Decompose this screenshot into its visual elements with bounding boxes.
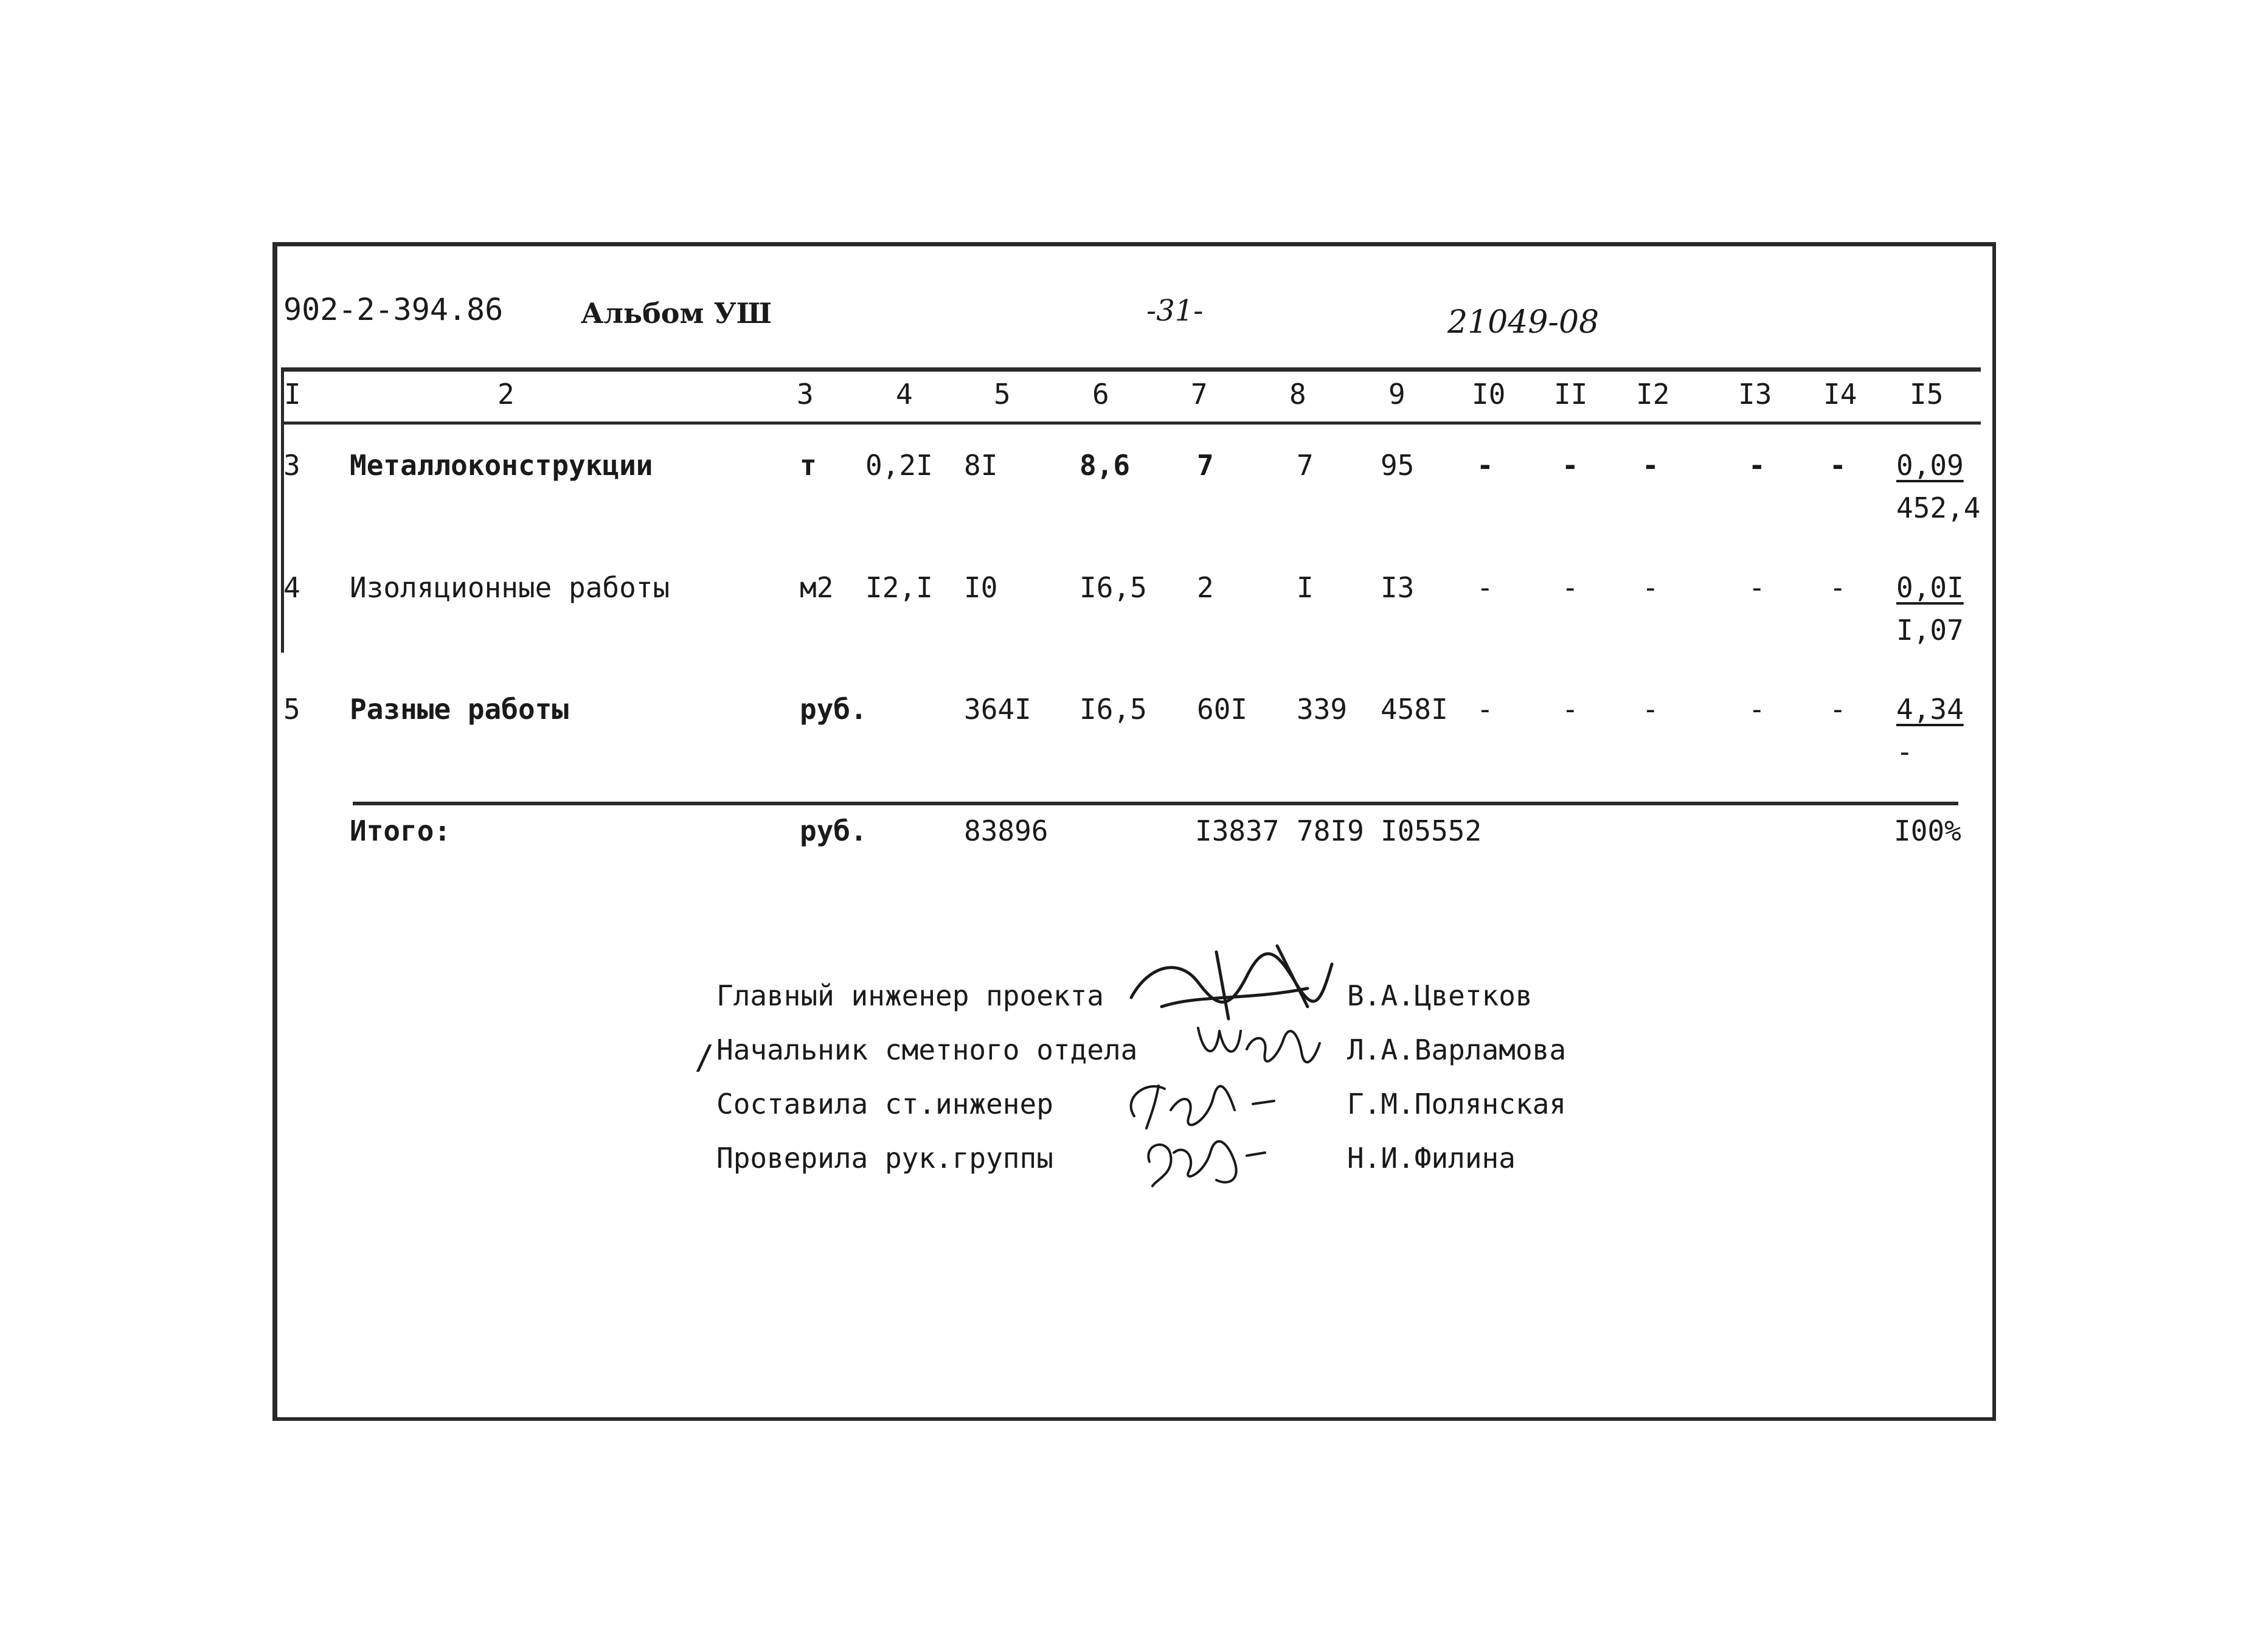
- column-header-8: 8: [1289, 378, 1306, 411]
- row-name: Разные работы: [350, 693, 569, 726]
- signature-name: Г.М.Полянская: [1347, 1088, 1567, 1120]
- row-c14: -: [1829, 693, 1846, 726]
- column-header-15: I5: [1910, 378, 1944, 411]
- row-c5: 364I: [964, 693, 1031, 726]
- total-unit: руб.: [800, 814, 867, 847]
- total-c7: I3837: [1195, 814, 1280, 847]
- header-rule: [281, 367, 1981, 372]
- total-rule: [353, 802, 1958, 805]
- row-number: 5: [283, 693, 300, 726]
- row-c13: -: [1748, 449, 1766, 482]
- column-header-4: 4: [896, 378, 913, 411]
- row-c10: -: [1477, 571, 1494, 604]
- margin-mark: /: [695, 1038, 715, 1077]
- column-header-5: 5: [994, 378, 1011, 411]
- row-name: Металлоконструкции: [350, 449, 653, 482]
- signature-role: Проверила рук.группы: [716, 1142, 1053, 1175]
- row-name: Изоляционные работы: [350, 571, 670, 604]
- row-c9: I3: [1381, 571, 1415, 604]
- row-c12: -: [1642, 693, 1659, 726]
- signature-role: Главный инженер проекта: [716, 979, 1104, 1012]
- column-header-9: 9: [1388, 378, 1405, 411]
- column-header-11: II: [1554, 378, 1588, 411]
- handwritten-signature-4: [1137, 1125, 1271, 1192]
- row-c8: 7: [1297, 449, 1314, 482]
- signature-role: Начальник сметного отдела: [716, 1033, 1138, 1066]
- row-c11: -: [1562, 693, 1579, 726]
- column-header-13: I3: [1738, 378, 1772, 411]
- row-c8: 339: [1297, 693, 1348, 726]
- row-number: 3: [283, 449, 300, 482]
- total-c8: 78I9: [1297, 814, 1364, 847]
- table-left-rule: [281, 372, 284, 653]
- row-c10: -: [1477, 693, 1494, 726]
- column-header-10: I0: [1472, 378, 1506, 411]
- row-c15-bottom: I,07: [1896, 614, 1964, 647]
- row-c15-bottom: 452,4: [1896, 491, 1981, 524]
- row-c12: -: [1642, 571, 1659, 604]
- signature-name: Н.И.Филина: [1347, 1142, 1516, 1175]
- row-c11: -: [1562, 449, 1579, 482]
- row-c15-top: 0,0I: [1896, 571, 1964, 604]
- total-label: Итого:: [350, 814, 451, 847]
- row-c6: I6,5: [1080, 693, 1147, 726]
- column-header-3: 3: [797, 378, 814, 411]
- row-c14: -: [1829, 571, 1846, 604]
- row-c7: 7: [1197, 449, 1214, 482]
- row-c7: 60I: [1197, 693, 1248, 726]
- row-c4: I2,I: [865, 571, 933, 604]
- row-c4: 0,2I: [865, 449, 933, 482]
- row-unit: руб.: [800, 693, 867, 726]
- total-c15: I00%: [1894, 814, 1961, 847]
- column-header-rule: [281, 422, 1981, 425]
- row-c13: -: [1748, 571, 1766, 604]
- registration-number: 21049-08: [1447, 304, 1599, 341]
- column-header-12: I2: [1636, 378, 1670, 411]
- row-c13: -: [1748, 693, 1766, 726]
- row-c8: I: [1297, 571, 1314, 604]
- doc-code: 902-2-394.86: [283, 292, 504, 327]
- total-c5: 83896: [964, 814, 1048, 847]
- column-header-7: 7: [1191, 378, 1208, 411]
- handwritten-signature-2: [1192, 1016, 1326, 1071]
- row-unit: т: [800, 449, 817, 482]
- column-header-1: I: [284, 378, 301, 411]
- row-c15-top: 4,34: [1896, 693, 1964, 726]
- row-c10: -: [1477, 449, 1494, 482]
- total-c9: I05552: [1381, 814, 1482, 847]
- column-header-6: 6: [1092, 378, 1109, 411]
- row-c9: 458I: [1381, 693, 1448, 726]
- row-c6: I6,5: [1080, 571, 1147, 604]
- row-c12: -: [1642, 449, 1659, 482]
- row-c7: 2: [1197, 571, 1214, 604]
- row-c15-bottom: -: [1896, 735, 1913, 768]
- column-header-14: I4: [1823, 378, 1857, 411]
- page-number: -31-: [1146, 294, 1204, 328]
- column-header-2: 2: [497, 378, 515, 411]
- page-frame: [272, 242, 1996, 1421]
- row-c11: -: [1562, 571, 1579, 604]
- album-label: Альбом УШ: [581, 297, 772, 330]
- row-c5: I0: [964, 571, 998, 604]
- row-c9: 95: [1381, 449, 1415, 482]
- row-c14: -: [1829, 449, 1846, 482]
- signature-name: Л.А.Варламова: [1347, 1033, 1567, 1066]
- signature-role: Составила ст.инженер: [716, 1088, 1053, 1120]
- signature-name: В.А.Цветков: [1347, 979, 1533, 1012]
- row-number: 4: [283, 571, 300, 604]
- row-c6: 8,6: [1080, 449, 1131, 482]
- row-c5: 8I: [964, 449, 998, 482]
- row-c15-top: 0,09: [1896, 449, 1964, 482]
- row-unit: м2: [800, 571, 834, 604]
